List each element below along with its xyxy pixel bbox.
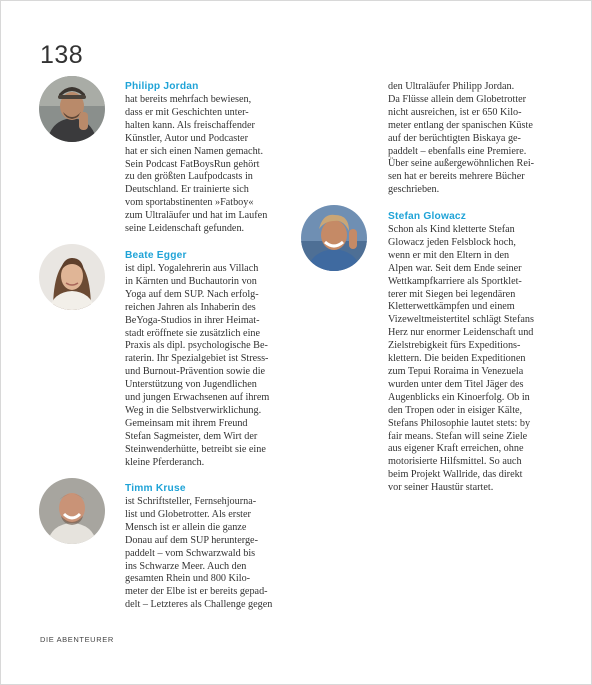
page-number: 138 (40, 41, 84, 69)
avatar-timm-kruse (39, 478, 105, 544)
person-bio-philipp-jordan: hat bereits mehrfach bewiesen, dass er mit Geschichten unter- halten kann. Als freischaffender Künstler, Autor und Podcaster hat er sich einen Namen gemacht. Sein Podcast FatBoysRun gehört zu den größten Laufpodcasts in Deutschland. Er trainierte sich vom sportabstinenten »Fatboy« zum Ultraläufer und hat im Laufen seine Leidenschaft gefunden. (125, 94, 268, 235)
person-name-timm-kruse: Timm Kruse (125, 483, 186, 494)
person-name-stefan-glowacz: Stefan Glowacz (388, 211, 467, 222)
portrait-stefan-glowacz (301, 205, 367, 271)
portrait-beate-egger (39, 244, 105, 310)
avatar-stefan-glowacz (301, 205, 367, 271)
page-footer: DIE ABENTEURER (40, 635, 114, 644)
avatar-beate-egger (39, 244, 105, 310)
avatar-philipp-jordan (39, 76, 105, 142)
person-bio-beate-egger: ist dipl. Yogalehrerin aus Villach in Kärnten und Buchautorin von Yoga auf dem SUP. Nach erfolg- reichen Jahren als Inhaberin des BeYoga-Studios in ihrer Heimat- stadt eröffnete sie zusätzlich eine Praxis als dipl. psychologische Be- raterin. Ihr Spezialgebiet ist Stress- und Burnout-Prävention sowie die Unterstützung von Jugendlichen und jungen Erwachsenen auf ihrem Weg in die Selbstverwirklichung. Gemeinsam mit ihrem Freund Stefan Sagmeister, dem Wirt der Steinwenderhütte, betreibt sie eine kleine Pferderanch. (125, 263, 270, 468)
person-bio-stefan-glowacz: Schon als Kind kletterte Stefan Glowacz jeden Felsblock hoch, wenn er mit den Eltern in den Alpen war. Seit dem Ende seiner Wettkampfkarriere als Sportklet- terer mit Siegen bei legendären Kletterwettkämpfen und einem Vizeweltmeistertitel schlägt Stefans Herz nur enormer Leidenschaft und Zielstrebigkeit fürs Expeditions- klettern. Die beiden Expeditionen zum Tepui Roraima in Venezuela wurden unter dem Titel Jäger des Augenblicks ein Kinoerfolg. Ob in den Tropen oder in eisiger Kälte, Stefans Philosophie lautet stets: by fair means. Stefan will seine Ziele aus eigener Kraft erreichen, ohne motorisierte Hilfsmittel. So auch beim Projekt Wallride, das direkt vor seiner Haustür startet. (388, 224, 534, 494)
person-name-beate-egger: Beate Egger (125, 250, 187, 261)
person-bio-timm-kruse-continued: den Ultraläufer Philipp Jordan. Da Flüsse allein dem Globetrotter nicht ausreichen, ist er 650 Kilo- meter entlang der spanischen Küste auf der berüchtigten Biskaya ge- paddelt – ebenfalls eine Premiere. Über seine außergewöhnlichen Rei- sen hat er bereits mehrere Bücher geschrieben. (388, 81, 535, 196)
portrait-timm-kruse (39, 478, 105, 544)
portrait-philipp-jordan (39, 76, 105, 142)
person-name-philipp-jordan: Philipp Jordan (125, 81, 199, 92)
person-bio-timm-kruse: ist Schriftsteller, Fernsehjourna- list und Globetrotter. Als erster Mensch ist er allein die ganze Donau auf dem SUP herunterge- paddelt – vom Schwarzwald bis ins Schwarze Meer. Auch den gesamten Rhein und 800 Kilo- meter der Elbe ist er bereits gepad- delt – Letzteres als Challenge gegen (125, 496, 273, 611)
